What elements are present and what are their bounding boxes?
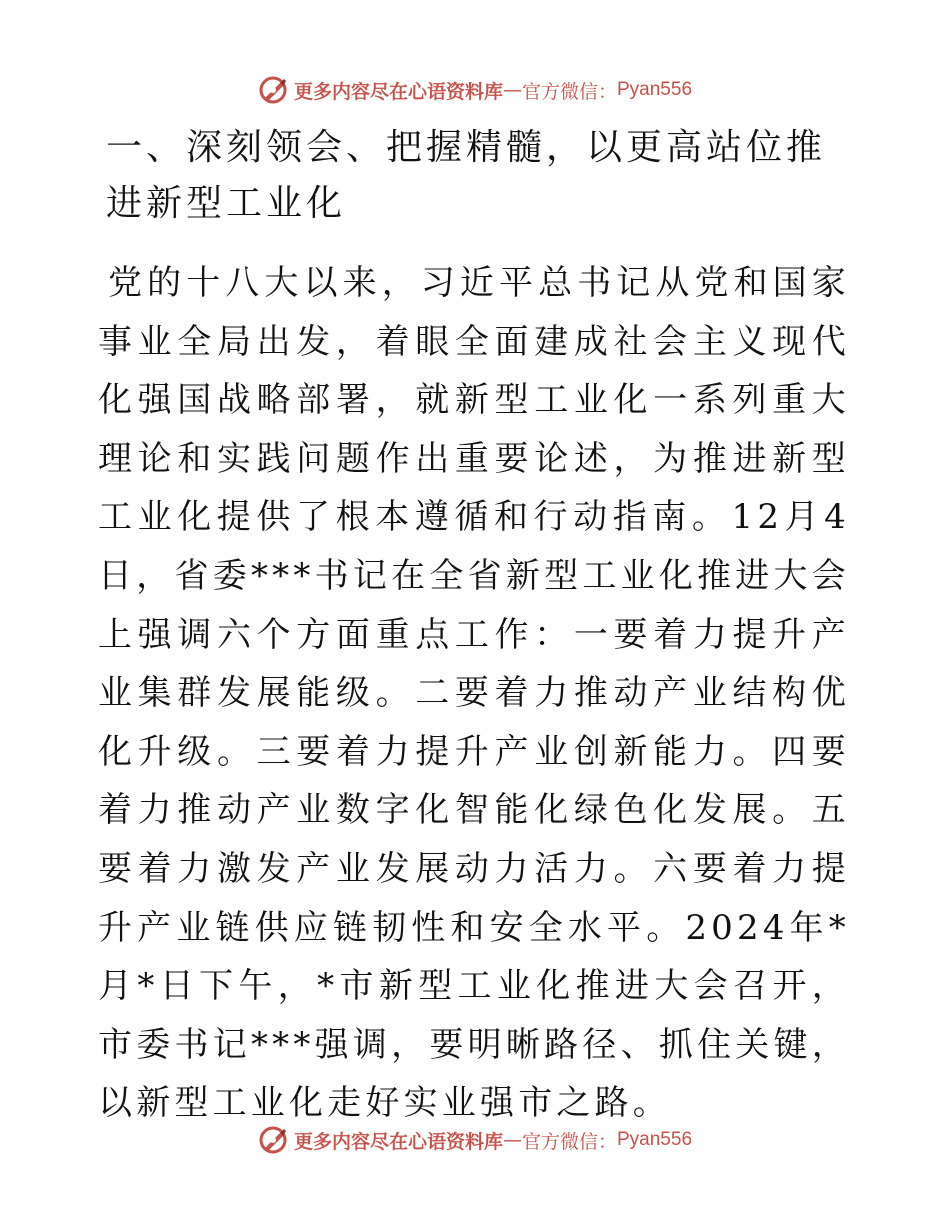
footer-banner <box>0 1120 950 1160</box>
banner-slogan: 更多内容尽在心语资料库 <box>293 1130 503 1153</box>
body-paragraph: 党的十八大以来，习近平总书记从党和国家事业全局出发，着眼全面建成社会主义现代化强国战略部署，就新型工业化一系列重大理论和实践问题作出重要论述，为推进新型工业化提供了根本遵循和行动指南。12月4日，省委***书记在全省新型工业化推进大会上强调六个方面重点工作：一要着力提升产业集群发展能级。二要着力推动产业结构优化升级。三要着力提升产业创新能力。四要着力推动产业数字化智能化绿色化发展。五要着力激发产业发展动力活力。六要着力提升产业链供应链韧性和安全水平。2024年*月*日下午，*市新型工业化推进大会召开，市委书记***强调，要明晰路径、抓住关键，以新型工业化走好实业强市之路。 <box>98 263 850 1124</box>
header-banner <box>0 70 950 110</box>
banner-wechat-label: 官方微信： <box>521 1130 617 1153</box>
pen-circle-logo-icon <box>258 75 288 105</box>
section-heading: 一、深刻领会、把握精髓，以更高站位推进新型工业化 <box>106 127 827 224</box>
banner-wechat-label: 官方微信： <box>521 80 617 103</box>
banner-wechat-id: Pyan556 <box>617 1129 693 1150</box>
pen-circle-logo-icon <box>258 1125 288 1155</box>
banner-separator: — <box>502 1129 522 1151</box>
banner-separator: — <box>502 79 522 101</box>
document-body <box>98 120 850 1133</box>
banner-slogan: 更多内容尽在心语资料库 <box>293 80 503 103</box>
banner-wechat-id: Pyan556 <box>617 79 693 100</box>
